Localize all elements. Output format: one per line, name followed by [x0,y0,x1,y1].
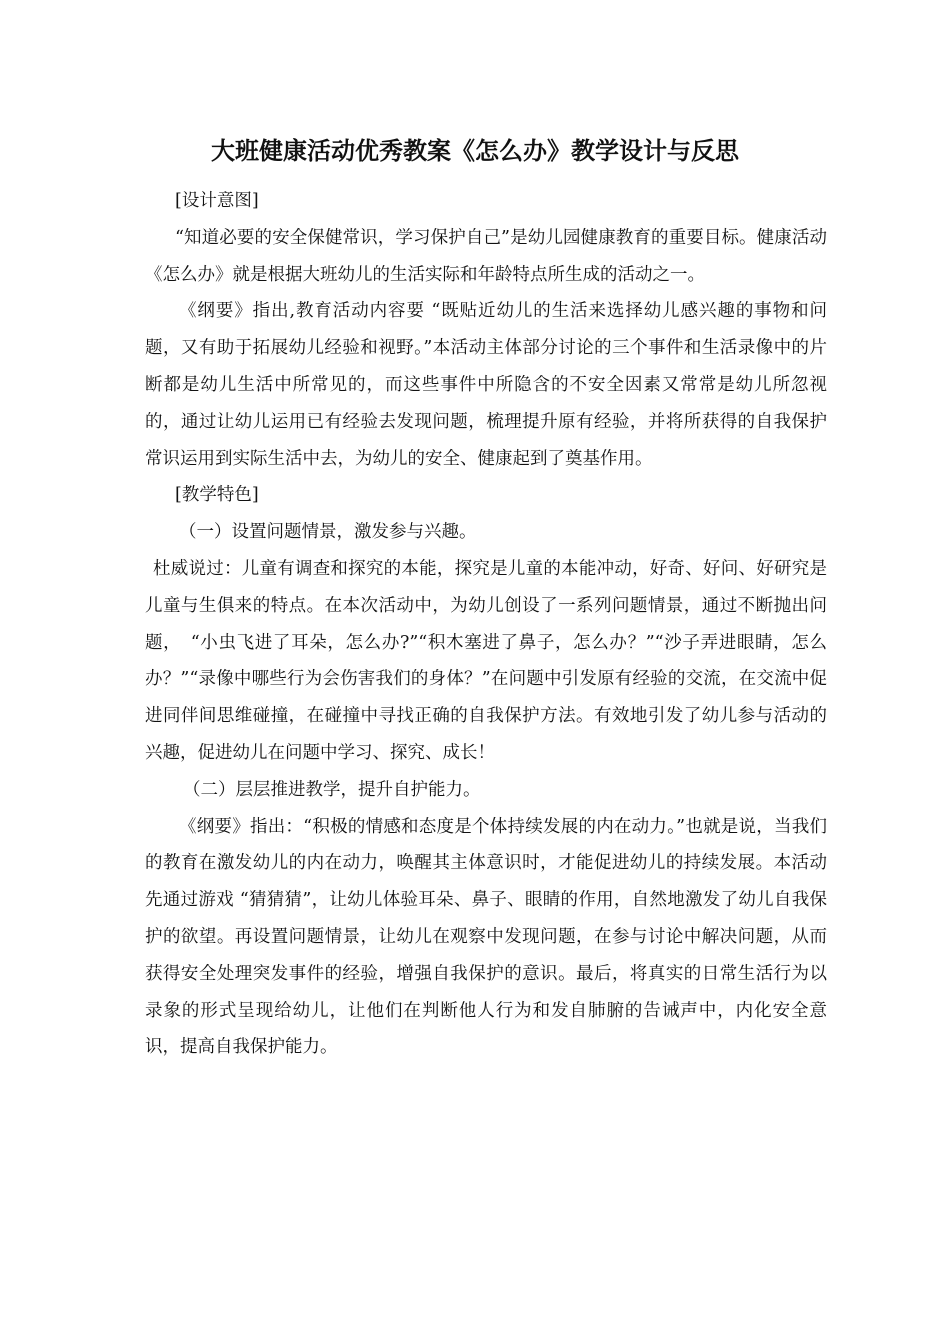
subheading: （一）设置问题情景，激发参与兴趣。 [179,522,477,543]
section-heading-design-intent: [设计意图] [175,191,259,211]
paragraph: 《纲要》指出,教育活动内容要 “既贴近幼儿的生活来选择幼儿感兴趣的事物和问题，又有助于拓展幼儿经验和视野。”本活动主体部分讨论的三个事件和生活录像中的片断都是幼儿生活中所常见的，而这些事件中所隐含的不安全因素又常常是幼儿所忽视的，通过让幼儿运用已有经验去发现问题，梳理提升原有经验，并将所获得的自我保护常识运用到实际生活中去，为幼儿的安全、健康起到了奠基作用。 [145,301,827,469]
paragraph: 杜威说过：儿童有调查和探究的本能，探究是儿童的本能冲动，好奇、好问、好研究是儿童与生俱来的特点。在本次活动中，为幼儿创设了一系列问题情景，通过不断抛出问题， “小虫飞进了耳朵，怎么办?”“积木塞进了鼻子，怎么办？”“沙子弄进眼睛，怎么办？”“录像中哪些行为会伤害我们的身体？”在问题中引发原有经验的交流，在交流中促进同伴间思维碰撞，在碰撞中寻找正确的自我保护方法。有效地引发了幼儿参与活动的兴趣，促进幼儿在问题中学习、探究、成长！ [145,558,827,763]
section-heading-teaching-features: [教学特色] [175,485,259,506]
subheading: （二）层层推进教学，提升自护能力。 [183,779,481,800]
document-body [145,183,862,1066]
paragraph: 《纲要》指出：“积极的情感和态度是个体持续发展的内在动力。”也就是说，当我们的教育在激发幼儿的内在动力，唤醒其主体意识时，才能促进幼儿的持续发展。本活动 先通过游戏 “猜猜猜”，让幼儿体验耳朵、鼻子、眼睛的作用，自然地激发了幼儿自我保护的欲望。再设置问题情景，让幼儿在观察中发现问题，在参与讨论中解决问题，从而获得安全处理突发事件的经验，增强自我保护的意识。最后，将真实的日常生活行为以录象的形式呈现给幼儿，让他们在判断他人行为和发自肺腑的告诫声中，内化安全意识，提高自我保护能力。 [145,816,862,1058]
document-title: 大班健康活动优秀教案《怎么办》教学设计与反思 [211,136,739,165]
paragraph: “知道必要的安全保健常识，学习保护自己”是幼儿园健康教育的重要目标。健康活动《怎么办》就是根据大班幼儿的生活实际和年龄特点所生成的活动之一。 [145,227,827,285]
